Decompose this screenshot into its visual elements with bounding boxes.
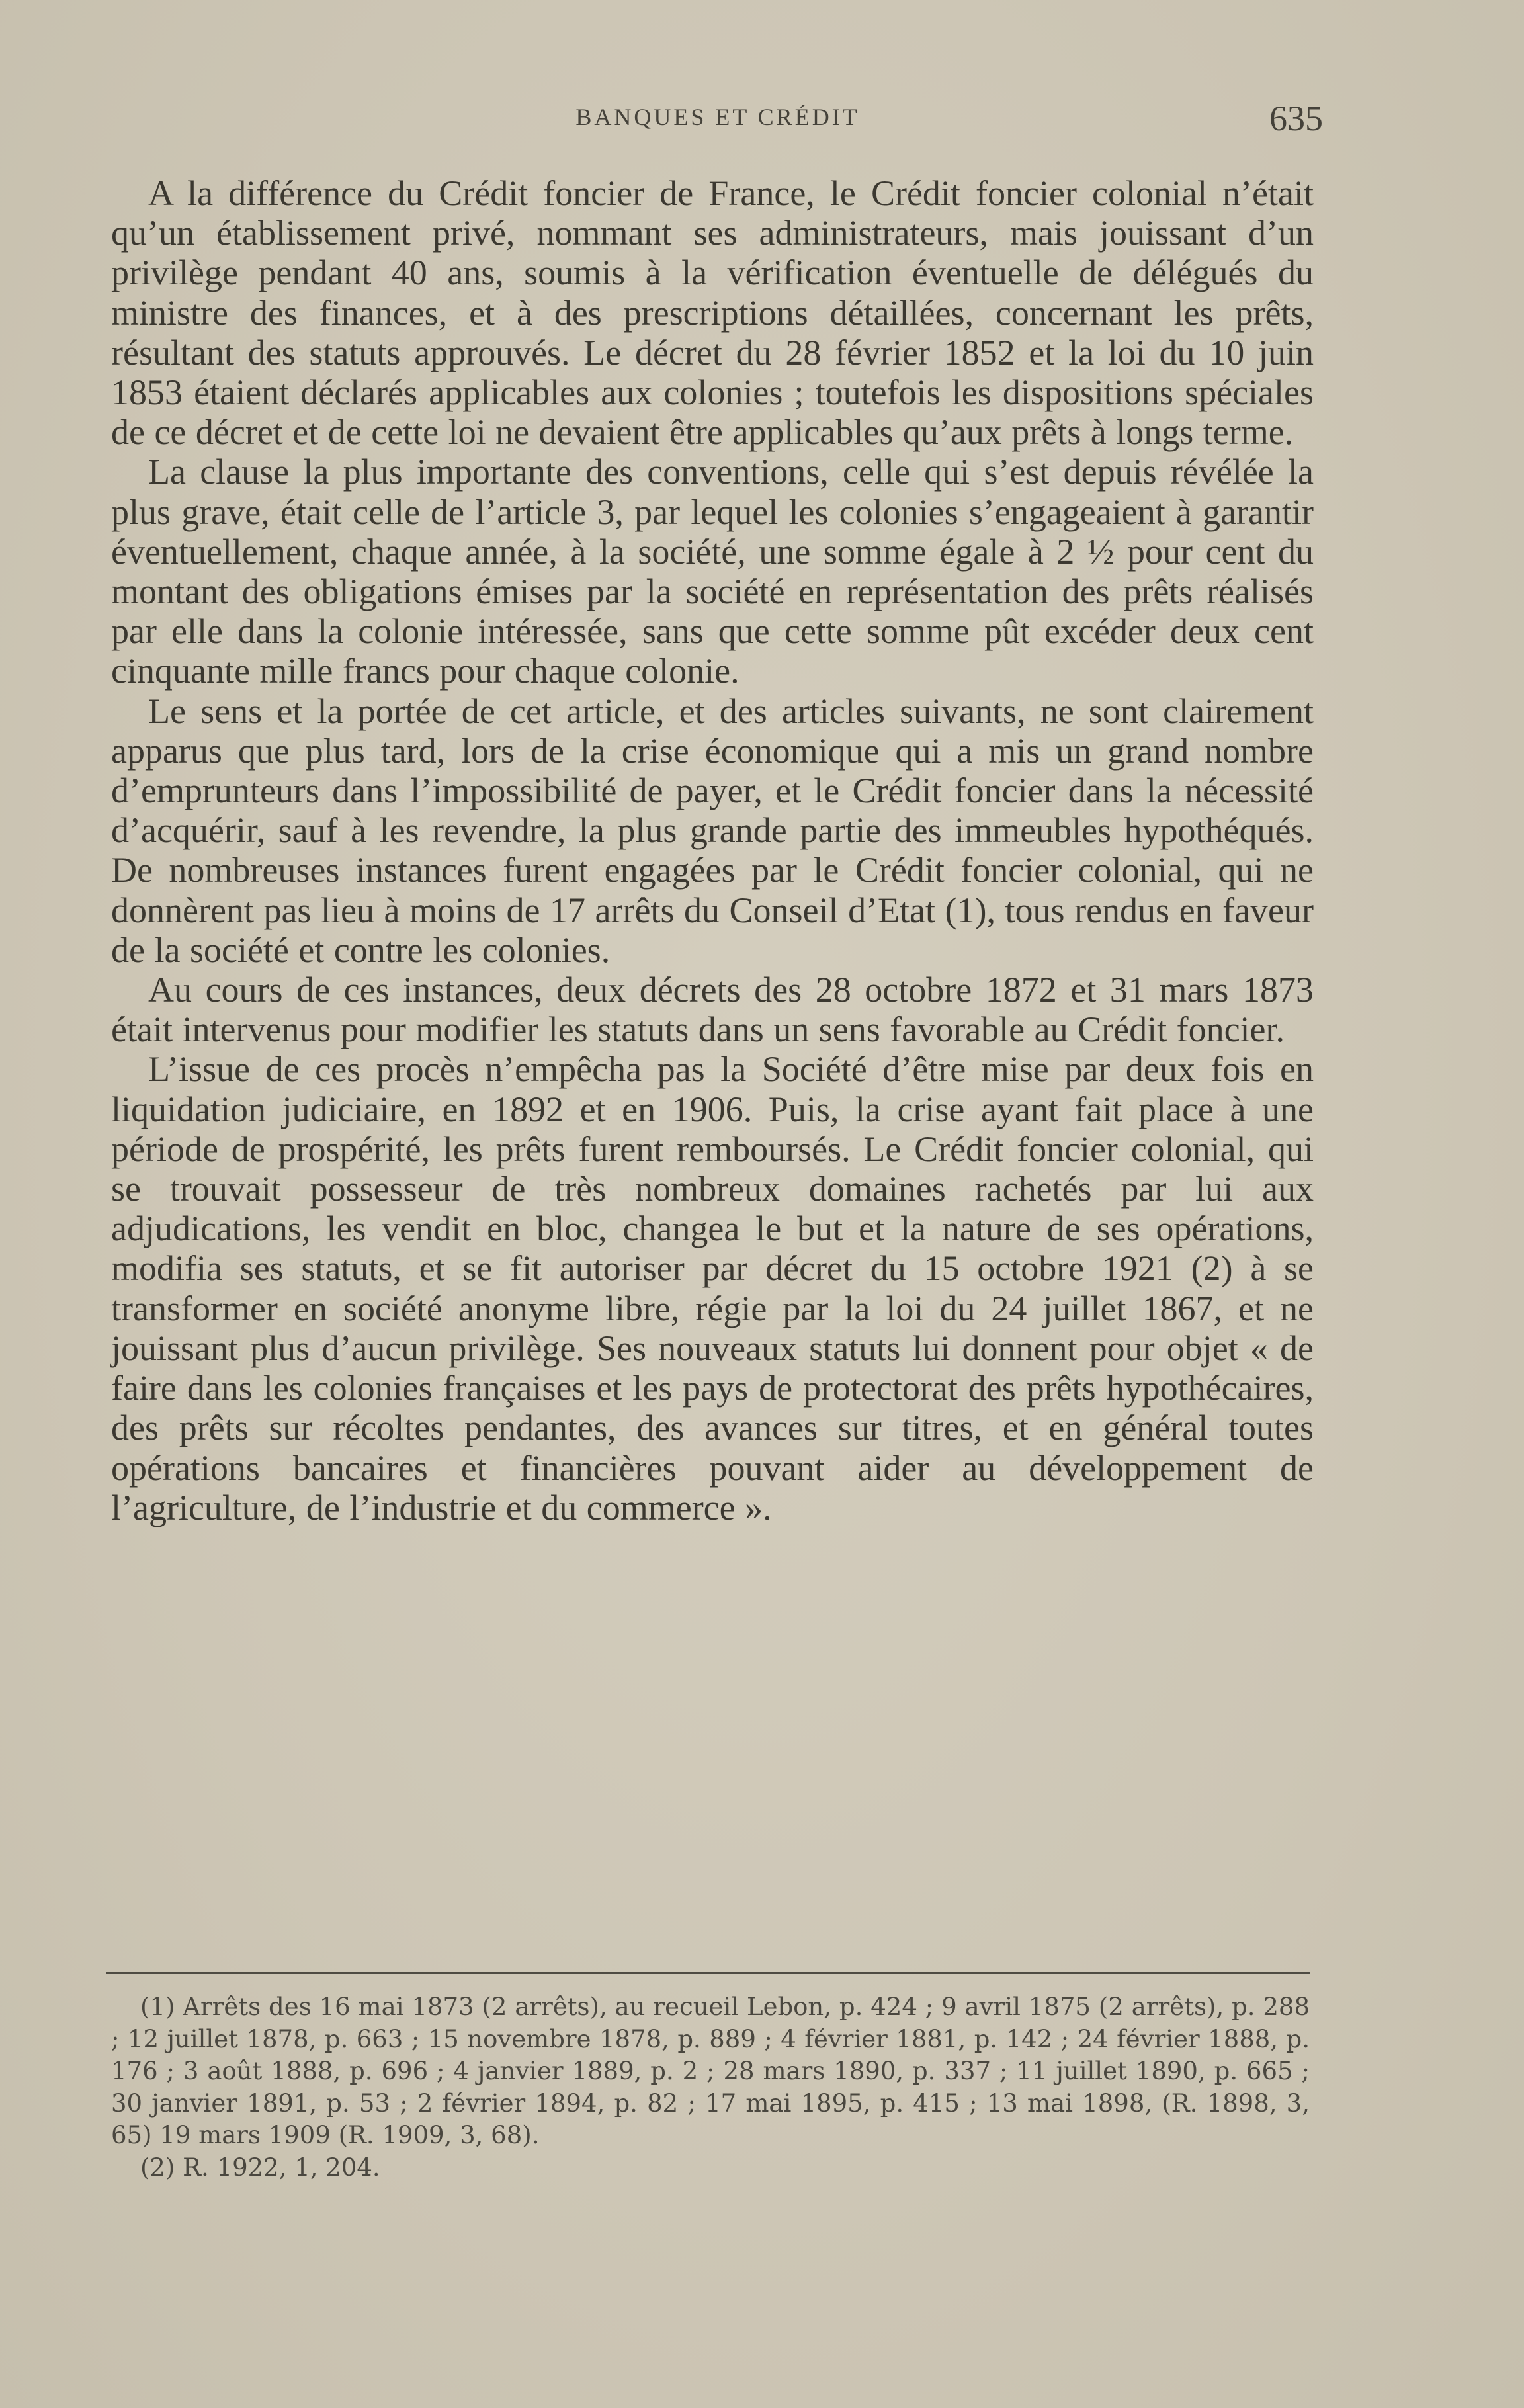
paragraph-liquidation-transformation: L’issue de ces procès n’empêcha pas la Société d’être mise par deux fois en liquidation judiciaire, en 1892 et en 1906. Puis, la crise ayant fait place à une période de prospérité, les prêts furent remboursés. Le Crédit foncier colonial, qui se trouvait possesseur de très nombreux domaines rachetés par lui aux adjudications, les vendit en bloc, changea le but et la nature de ses opérations, modifia ses statuts, et se fit autoriser par décret du 15 octobre 1921 (2) à se transformer en société anonyme libre, régie par la loi du 24 juillet 1867, et ne jouissant plus d’aucun privilège. Ses nouveaux statuts lui donnent pour objet « de faire dans les colonies françaises et les pays de protectorat des prêts hypothécaires, des prêts sur récoltes pendantes, des avances sur titres, et en général toutes opérations bancaires et financières pouvant aider au développement de l’agriculture, de l’industrie et du commerce ». xyxy=(111,1049,1314,1527)
footnote-2: (2) R. 1922, 1, 204. xyxy=(140,2153,380,2182)
running-header xyxy=(112,98,1323,138)
paragraph-article-3-clause: La clause la plus importante des conventions, celle qui s’est depuis révélée la plus grave, était celle de l’article 3, par lequel les colonies s’engageaient à garantir éventuellement, chaque année, à la société, une somme égale à 2 ½ pour cent du montant des obligations émises par la société en représentation des prêts réalisés par elle dans la colonie intéressée, sans que cette somme pût excéder deux cent cinquante mille francs pour chaque colonie. xyxy=(111,452,1314,691)
paragraph-decrees-1872-1873: Au cours de ces instances, deux décrets des 28 octobre 1872 et 31 mars 1873 était intervenus pour modifier les statuts dans un sens favorable au Crédit foncier. xyxy=(111,970,1314,1050)
body-text xyxy=(111,173,1314,1527)
footnotes xyxy=(111,1991,1310,2184)
paragraph-crisis-lawsuits: Le sens et la portée de cet article, et des articles suivants, ne sont clairement apparus que plus tard, lors de la crise économique qui a mis un grand nombre d’emprunteurs dans l’impossibilité de payer, et le Crédit foncier dans la nécessité d’acquérir, sauf à les revendre, la plus grande partie des immeubles hypothéqués. De nombreuses instances furent engagées par le Crédit foncier colonial, qui ne donnèrent pas lieu à moins de 17 arrêts du Conseil d’Etat (1), tous rendus en faveur de la société et contre les colonies. xyxy=(111,691,1314,970)
paragraph-credit-foncier-colonial: A la différence du Crédit foncier de France, le Crédit foncier colonial n’était qu’un établissement privé, nommant ses administrateurs, mais jouissant d’un privilège pendant 40 ans, soumis à la vérification éventuelle de délégués du ministre des finances, et à des prescriptions détaillées, concernant les prêts, résultant des statuts approuvés. Le décret du 28 février 1852 et la loi du 10 juin 1853 étaient déclarés applicables aux colonies ; toutefois les dispositions spéciales de ce décret et de cette loi ne devaient être applicables qu’aux prêts à longs terme. xyxy=(111,173,1314,452)
running-title: BANQUES ET CRÉDIT xyxy=(575,104,860,130)
footnote-divider xyxy=(106,1972,1310,1974)
footnote-1: (1) Arrêts des 16 mai 1873 (2 arrêts), au recueil Lebon, p. 424 ; 9 avril 1875 (2 arrêts), p. 288 ; 12 juillet 1878, p. 663 ; 15 novembre 1878, p. 889 ; 4 février 1881, p. 142 ; 24 février 1888, p. 176 ; 3 août 1888, p. 696 ; 4 janvier 1889, p. 2 ; 28 mars 1890, p. 337 ; 11 juillet 1890, p. 665 ; 30 janvier 1891, p. 53 ; 2 février 1894, p. 82 ; 17 mai 1895, p. 415 ; 13 mai 1898, (R. 1898, 3, 65) 19 mars 1909 (R. 1909, 3, 68). xyxy=(111,1993,1310,2149)
page-number: 635 xyxy=(1269,99,1323,138)
